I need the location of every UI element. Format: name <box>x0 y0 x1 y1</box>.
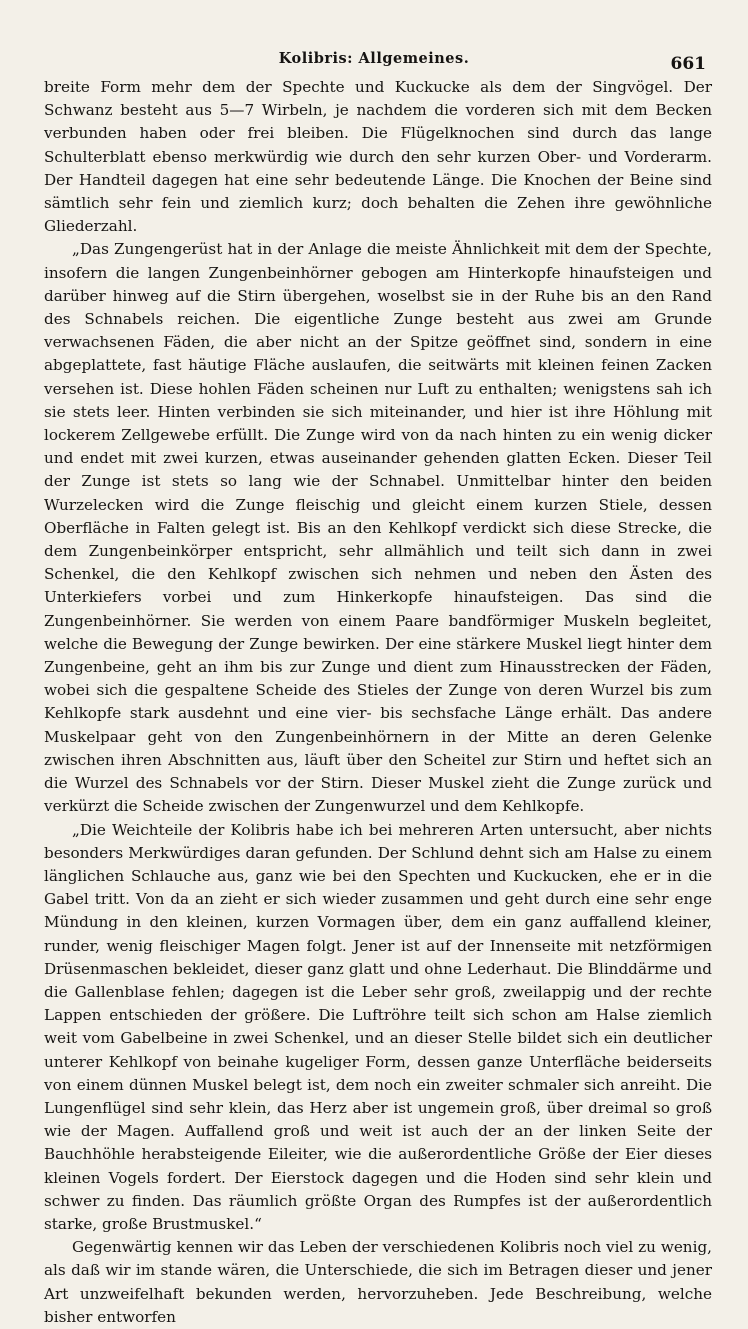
paragraph-2: „Das Zungengerüst hat in der Anlage die meiste Ähnlichkeit mit dem der Spechte, insofern die langen Zungenbeinhörner gebogen am Hinterkopfe hinaufsteigen und darüber hinweg auf die Stirn übergehen, woselbst sie in der Ruhe bis an den Rand des Schnabels reichen. Die eigentliche Zunge besteht aus zwei am Grunde verwachsenen Fäden, die aber nicht an der Spitze geöffnet sind, sondern in eine abgeplattete, fast häutige Fläche auslaufen, die seitwärts mit kleinen feinen Zacken versehen ist. Diese hohlen Fäden scheinen nur Luft zu enthalten; wenigstens sah ich sie stets leer. Hinten verbinden sie sich miteinander, und hier ist ihre Höhlung mit lockerem Zellgewebe erfüllt. Die Zunge wird von da nach hinten zu ein wenig dicker und endet mit zwei kurzen, etwas auseinander gehenden glatten Ecken. Dieser Teil der Zunge ist stets so lang wie der Schnabel. Unmittelbar hinter den beiden Wurzelecken wird die Zunge fleischig und gleicht einem kurzen Stiele, dessen Oberfläche in Falten gelegt ist. Bis an den Kehlkopf verdickt sich diese Strecke, die dem Zungenbeinkörper entspricht, sehr allmählich und teilt sich dann in zwei Schenkel, die den Kehlkopf zwischen sich nehmen und neben den Ästen des Unterkiefers vorbei und zum Hinkerkopfe hinaufsteigen. Das sind die Zungenbeinhörner. Sie werden von einem Paare bandförmiger Muskeln begleitet, welche die Bewegung der Zunge bewirken. Der eine stärkere Muskel liegt hinter dem Zungenbeine, geht an ihm bis zur Zunge und dient zum Hinausstrecken der Fäden, wobei sich die gespaltene Scheide des Stieles der Zunge von deren Wurzel bis zum Kehlkopfe stark ausdehnt und eine vier- bis sechsfache Länge erhält. Das andere Muskelpaar geht von den Zungenbeinhörnern in der Mitte an deren Gelenke zwischen ihren Abschnitten aus, läuft über den Scheitel zur Stirn und heftet sich an die Wurzel des Schnabels vor der Stirn. Dieser Muskel zieht die Zunge zurück und verkürzt die Scheide zwischen der Zungenwurzel und dem Kehlkopfe. <box>44 240 712 816</box>
page-header <box>0 46 748 74</box>
paragraph-4: Gegenwärtig kennen wir das Leben der verschiedenen Kolibris noch viel zu wenig, als daß wir im stande wären, die Unterschiede, die sich im Betragen dieser und jener Art unzweifelhaft bekunden werden, hervorzuheben. Jede Beschreibung, welche bisher entworfen <box>44 1238 712 1326</box>
paragraph-1: breite Form mehr dem der Spechte und Kuckucke als dem der Singvögel. Der Schwanz besteht aus 5—7 Wirbeln, je nachdem die vorderen sich mit dem Becken verbunden haben oder frei bleiben. Die Flügelknochen sind durch das lange Schulterblatt ebenso merkwürdig wie durch den sehr kurzen Ober- und Vorderarm. Der Handteil dagegen hat eine sehr bedeutende Länge. Die Knochen der Beine sind sämtlich sehr fein und ziemlich kurz; doch behalten die Zehen ihre gewöhnliche Gliederzahl. <box>44 78 712 236</box>
running-title: Kolibris: Allgemeines. <box>278 50 470 67</box>
page-number: 661 <box>670 54 706 74</box>
body-text <box>44 76 712 1329</box>
paragraph-3: „Die Weichteile der Kolibris habe ich bei mehreren Arten untersucht, aber nichts besonders Merkwürdiges daran gefunden. Der Schlund dehnt sich am Halse zu einem länglichen Schlauche aus, ganz wie bei den Spechten und Kuckucken, ehe er in die Gabel tritt. Von da an zieht er sich wieder zusammen und geht durch eine sehr enge Mündung in den kleinen, kurzen Vormagen über, dem ein ganz auffallend kleiner, runder, wenig fleischiger Magen folgt. Jener ist auf der Innenseite mit netzförmigen Drüsenmaschen bekleidet, dieser ganz glatt und ohne Lederhaut. Die Blinddärme und die Gallenblase fehlen; dagegen ist die Leber sehr groß, zweilappig und der rechte Lappen entschieden der größere. Die Luftröhre teilt sich schon am Halse ziemlich weit vom Gabelbeine in zwei Schenkel, und an dieser Stelle bildet sich ein deutlicher unterer Kehlkopf von beinahe kugeliger Form, dessen ganze Unterfläche beiderseits von einem dünnen Muskel belegt ist, dem noch ein zweiter schmaler sich anreiht. Die Lungenflügel sind sehr klein, das Herz aber ist ungemein groß, über dreimal so groß wie der Magen. Auffallend groß und weit ist auch der an der linken Seite der Bauchhöhle herabsteigende Eileiter, wie die außerordentliche Größe der Eier dieses kleinen Vogels fordert. Der Eierstock dagegen und die Hoden sind sehr klein und schwer zu finden. Das räumlich größte Organ des Rumpfes ist der außerordentlich starke, große Brustmuskel.“ <box>44 820 712 1233</box>
